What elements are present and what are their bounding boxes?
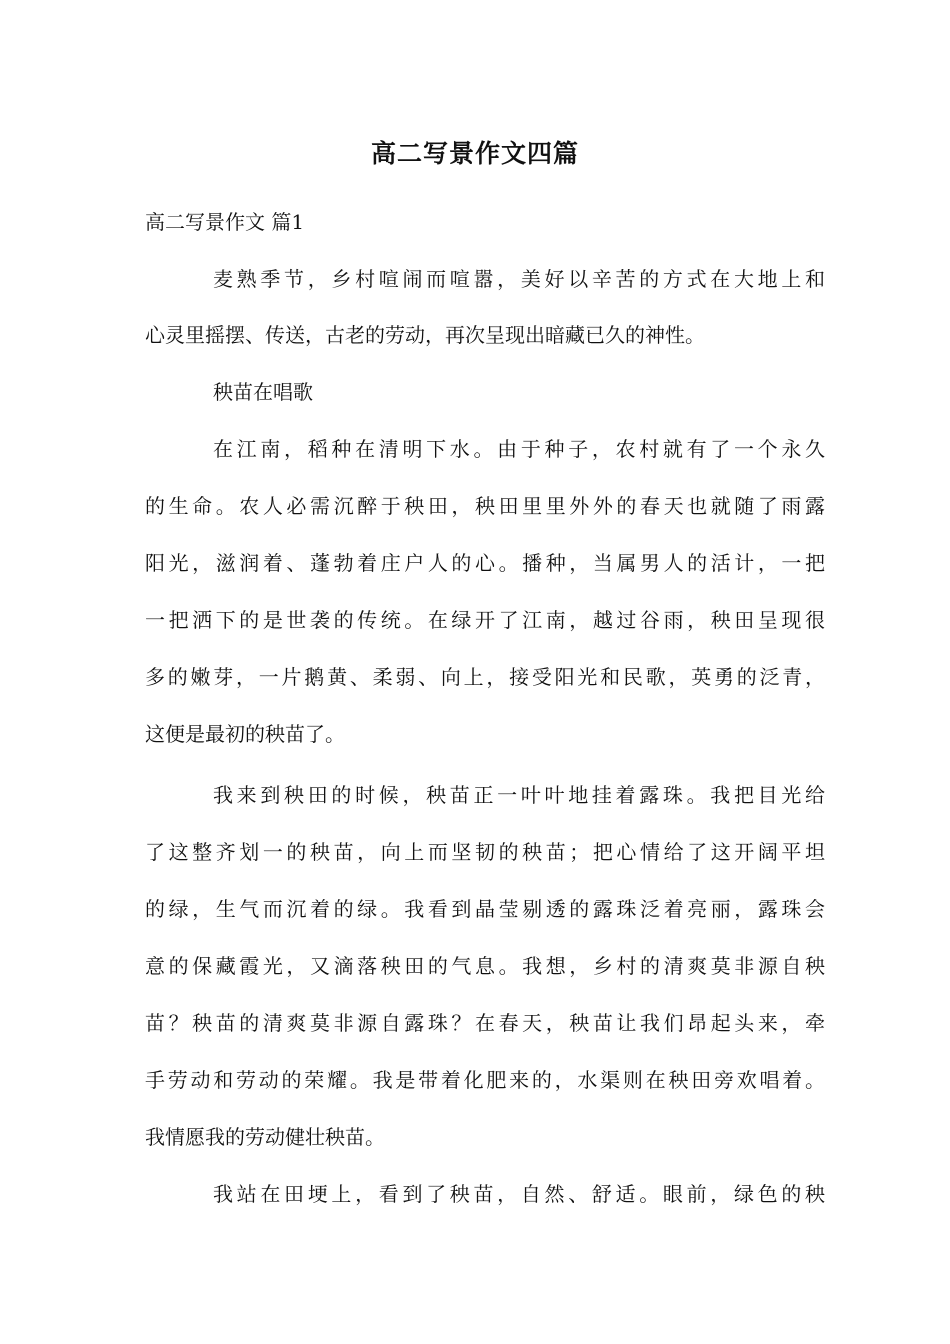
paragraph-line: 手劳动和劳动的荣耀。我是带着化肥来的，水渠则在秧田旁欢唱着。 [145, 1068, 825, 1092]
paragraph-line: 这便是最初的秧苗了。 [145, 722, 345, 746]
paragraph-line: 在江南，稻种在清明下水。由于种子，农村就有了一个永久 [213, 437, 825, 461]
paragraph-line: 的绿，生气而沉着的绿。我看到晶莹剔透的露珠泛着亮丽，露珠会 [145, 897, 825, 921]
paragraph-line: 一把洒下的是世袭的传统。在绿开了江南，越过谷雨，秧田呈现很 [145, 608, 825, 632]
document-title: 高二写景作文四篇 [370, 139, 579, 168]
paragraph-line: 了这整齐划一的秧苗，向上而坚韧的秧苗；把心情给了这开阔平坦 [145, 840, 825, 864]
paragraph-line: 意的保藏霞光，又滴落秧田的气息。我想，乡村的清爽莫非源自秧 [145, 954, 825, 978]
paragraph-line: 阳光，滋润着、蓬勃着庄户人的心。播种，当属男人的活计，一把 [145, 551, 825, 575]
paragraph-line: 多的嫩芽，一片鹅黄、柔弱、向上，接受阳光和民歌，英勇的泛青， [145, 665, 825, 689]
paragraph-line: 苗？秧苗的清爽莫非源自露珠？在春天，秧苗让我们昂起头来，牵 [145, 1011, 825, 1035]
subheading: 秧苗在唱歌 [213, 380, 313, 404]
paragraph-line: 麦熟季节，乡村喧闹而喧嚣，美好以辛苦的方式在大地上和 [213, 267, 825, 291]
paragraph-line: 的生命。农人必需沉醉于秧田，秧田里里外外的春天也就随了雨露 [145, 494, 825, 518]
paragraph-line: 我来到秧田的时候，秧苗正一叶叶地挂着露珠。我把目光给 [213, 783, 825, 807]
paragraph-line: 心灵里摇摆、传送，古老的劳动，再次呈现出暗藏已久的神性。 [145, 323, 705, 347]
paragraph-line: 我情愿我的劳动健壮秧苗。 [145, 1125, 385, 1149]
paragraph-line: 我站在田埂上，看到了秧苗，自然、舒适。眼前，绿色的秧 [213, 1182, 825, 1206]
section-heading: 高二写景作文 篇1 [145, 210, 305, 234]
